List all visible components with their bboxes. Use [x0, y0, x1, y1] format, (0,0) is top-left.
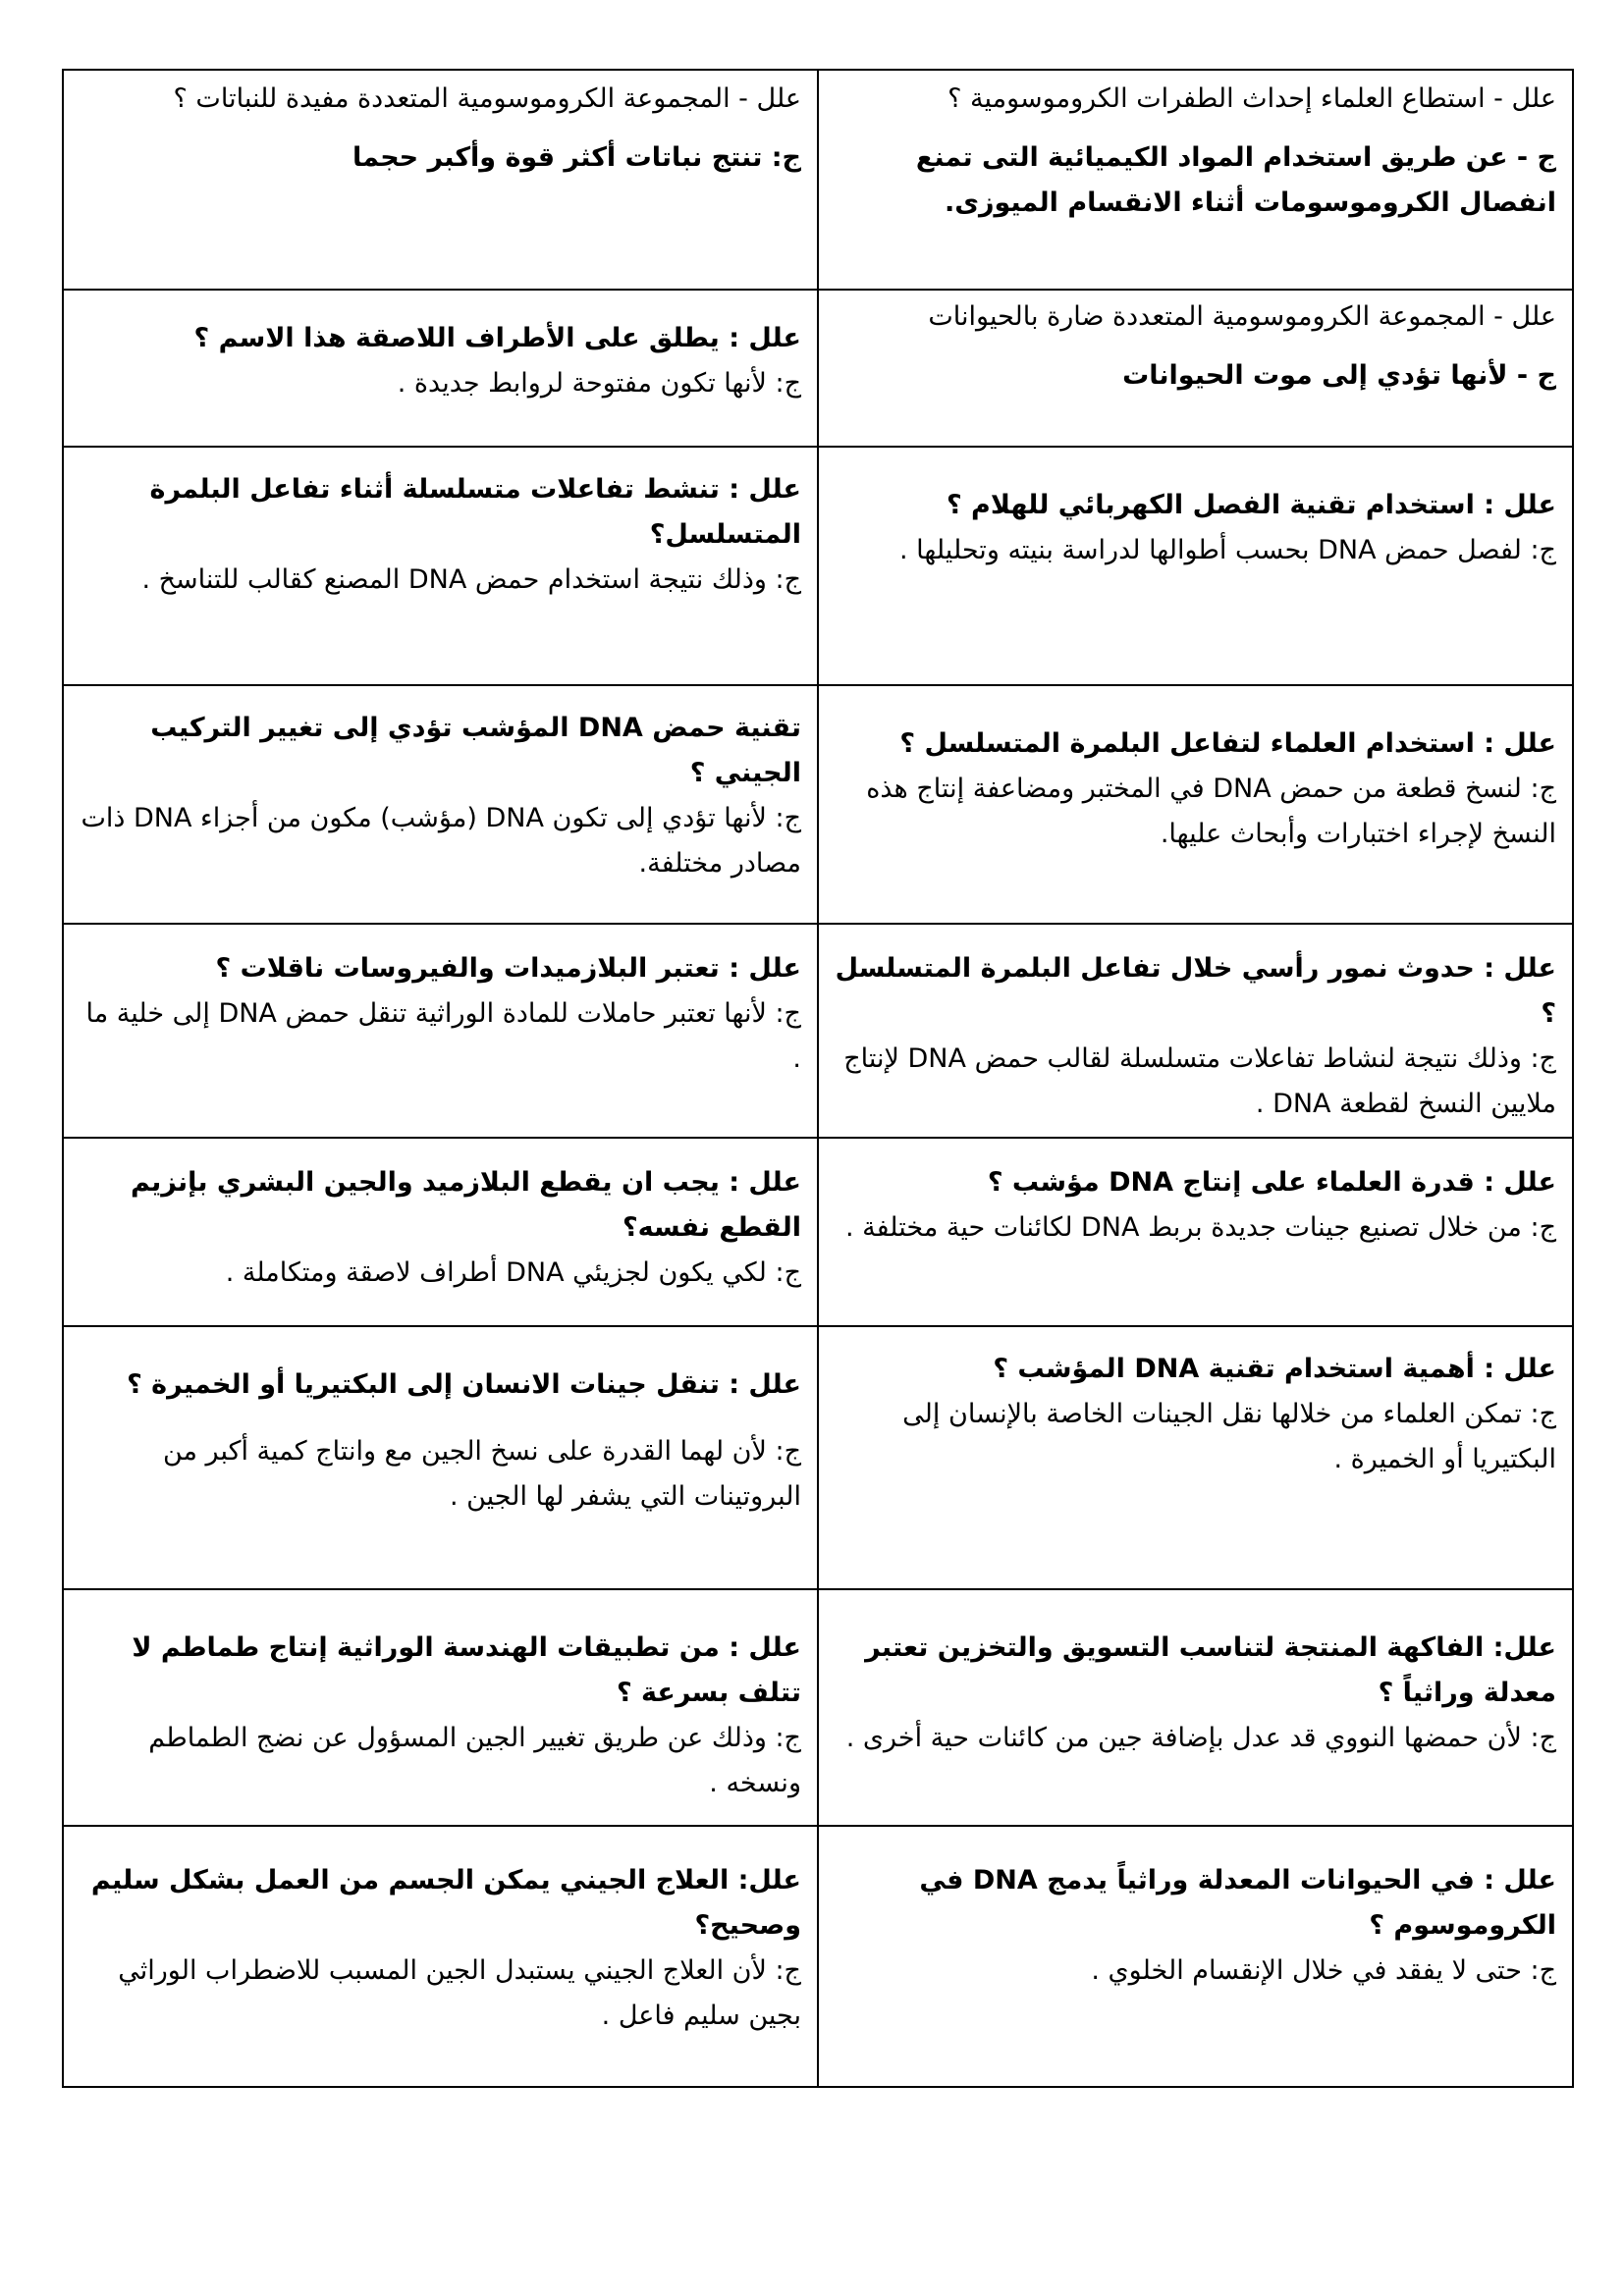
- answer-text: ج: لأنها تؤدي إلى تكون DNA (مؤشب) مكون من أجزاء DNA ذات مصادر مختلفة.: [81, 803, 801, 879]
- answer-text: ج: لأن لهما القدرة على نسخ الجين مع وانتاج كمية أكبر من البروتينات التي يشفر لها الجين .: [162, 1436, 801, 1512]
- answer-text: ج: لأن العلاج الجيني يستبدل الجين المسبب للاضطراب الوراثي بجين سليم فاعل .: [118, 1955, 801, 2031]
- qa-cell-right: [818, 447, 1573, 685]
- answer-text: ج: لفصل حمض DNA بحسب أطوالها لدراسة بنيته وتحليلها .: [899, 535, 1556, 565]
- answer-text: ج: تمكن العلماء من خلالها نقل الجينات الخاصة بالإنسان إلى البكتيريا أو الخميرة .: [902, 1399, 1556, 1474]
- question-text: علل - المجموعة الكروموسومية المتعددة ضارة بالحيوانات: [928, 301, 1556, 332]
- question-text: علل : حدوث نمور رأسي خلال تفاعل البلمرة المتسلسل ؟: [835, 953, 1556, 1029]
- question-text: علل : قدرة العلماء على إنتاج DNA مؤشب ؟: [987, 1167, 1556, 1198]
- qa-cell-right: [818, 1326, 1573, 1589]
- table-row: [63, 924, 1573, 1138]
- answer-text: ج: وذلك نتيجة استخدام حمض DNA المصنع كقالب للتناسخ .: [141, 564, 801, 595]
- qa-cell-left: [63, 70, 818, 290]
- qa-cell-left: [63, 1326, 818, 1589]
- qa-cell-left: [63, 1138, 818, 1326]
- qa-cell-right: [818, 70, 1573, 290]
- question-text: علل : تنشط تفاعلات متسلسلة أثناء تفاعل البلمرة المتسلسل؟: [149, 474, 801, 550]
- answer-text: ج - لأنها تؤدي إلى موت الحيوانات: [1122, 360, 1556, 391]
- question-text: علل - استطاع العلماء إحداث الطفرات الكروموسومية ؟: [947, 83, 1556, 114]
- qa-cell-right: [818, 290, 1573, 447]
- qa-cell-right: [818, 924, 1573, 1138]
- table-row: [63, 1326, 1573, 1589]
- qa-cell-left: [63, 290, 818, 447]
- answer-text: ج: وذلك نتيجة لنشاط تفاعلات متسلسلة لقالب حمض DNA لإنتاج ملايين النسخ لقطعة DNA .: [843, 1043, 1556, 1119]
- qa-cell-left: [63, 924, 818, 1138]
- qa-cell-right: [818, 1138, 1573, 1326]
- question-text: علل: العلاج الجيني يمكن الجسم من العمل بشكل سليم وصحيح؟: [90, 1865, 801, 1941]
- table-row: [63, 685, 1573, 924]
- question-text: علل : استخدام تقنية الفصل الكهربائي للهلام ؟: [947, 490, 1556, 520]
- table-row: [63, 70, 1573, 290]
- question-text: تقنية حمض DNA المؤشب تؤدي إلى تغيير التركيب الجيني ؟: [150, 713, 801, 788]
- answer-text: ج: لكي يكون لجزيئي DNA أطراف لاصقة ومتكاملة .: [225, 1257, 801, 1288]
- question-text: علل : من تطبيقات الهندسة الوراثية إنتاج طماطم لا تتلف بسرعة ؟: [132, 1632, 801, 1708]
- answer-text: ج: تنتج نباتات أكثر قوة وأكبر حجما: [352, 142, 801, 173]
- answer-text: ج: لأنها تعتبر حاملات للمادة الوراثية تنقل حمض DNA إلى خلية ما .: [85, 998, 801, 1074]
- qa-table: [62, 69, 1574, 2088]
- qa-cell-right: [818, 1589, 1573, 1826]
- question-text: علل: الفاكهة المنتجة لتناسب التسويق والتخزين تعتبر معدلة وراثياً ؟: [865, 1632, 1556, 1708]
- qa-cell-right: [818, 685, 1573, 924]
- answer-text: ج: لأن حمضها النووي قد عدل بإضافة جين من كائنات حية أخرى .: [845, 1723, 1556, 1753]
- qa-cell-right: [818, 1826, 1573, 2087]
- qa-cell-left: [63, 1589, 818, 1826]
- table-row: [63, 1138, 1573, 1326]
- table-row: [63, 1826, 1573, 2087]
- qa-cell-left: [63, 685, 818, 924]
- answer-text: ج: وذلك عن طريق تغيير الجين المسؤول عن نضج الطماطم ونسخه .: [148, 1723, 801, 1798]
- table-row: [63, 1589, 1573, 1826]
- table-row: [63, 447, 1573, 685]
- answer-text: ج: من خلال تصنيع جينات جديدة بربط DNA لكائنات حية مختلفة .: [845, 1212, 1556, 1243]
- answer-text: ج - عن طريق استخدام المواد الكيميائية التى تمنع انفصال الكروموسومات أثناء الانقسام الميوزى.: [915, 142, 1556, 218]
- answer-text: ج: لنسخ قطعة من حمض DNA في المختبر ومضاعفة إنتاج هذه النسخ لإجراء اختبارات وأبحاث عليها.: [866, 774, 1556, 849]
- table-row: [63, 290, 1573, 447]
- question-text: علل : في الحيوانات المعدلة وراثياً يدمج DNA في الكروموسوم ؟: [919, 1865, 1556, 1941]
- qa-cell-left: [63, 1826, 818, 2087]
- question-text: علل : تعتبر البلازميدات والفيروسات ناقلات ؟: [215, 953, 801, 984]
- question-text: علل : يطلق على الأطراف اللاصقة هذا الاسم ؟: [193, 323, 801, 353]
- question-text: علل : استخدام العلماء لتفاعل البلمرة المتسلسل ؟: [899, 728, 1556, 759]
- question-text: علل : تنقل جينات الانسان إلى البكتيريا أو الخميرة ؟: [127, 1369, 801, 1400]
- question-text: علل : أهمية استخدام تقنية DNA المؤشب ؟: [993, 1354, 1556, 1384]
- qa-cell-left: [63, 447, 818, 685]
- answer-text: ج: لأنها تكون مفتوحة لروابط جديدة .: [397, 368, 801, 399]
- question-text: علل - المجموعة الكروموسومية المتعددة مفيدة للنباتات ؟: [173, 83, 801, 114]
- answer-text: ج: حتى لا يفقد في خلال الإنقسام الخلوي .: [1091, 1955, 1556, 1986]
- question-text: علل : يجب ان يقطع البلازميد والجين البشري بإنزيم القطع نفسه؟: [130, 1167, 801, 1243]
